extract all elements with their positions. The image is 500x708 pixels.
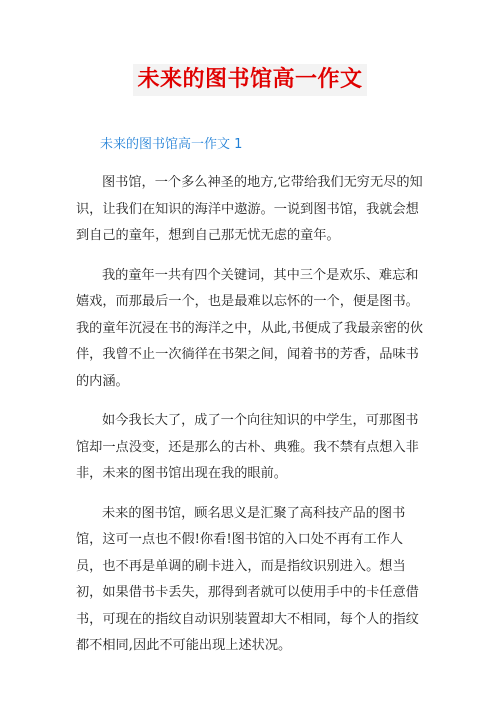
title-container xyxy=(0,64,500,96)
paragraph-text: 我的童年一共有四个关键词，其中三个是欢乐、难忘和嬉戏，而那最后一个，也是最难以忘怀的一个，便是图书。我的童年沉浸在书的海洋之中，从此,书便成了我最亲密的伙伴，我曾不止一次徜徉在书架之间，闻着书的芳香，品味书的内涵。 xyxy=(76,267,424,389)
section-heading: 未来的图书馆高一作文 1 xyxy=(100,137,243,152)
paragraph-3 xyxy=(76,408,426,488)
essay-body xyxy=(76,170,426,673)
paragraph-text: 如今我长大了，成了一个向往知识的中学生，可那图书馆却一点没变，还是那么的古朴、典雅。我不禁有点想入非非，未来的图书馆出现在我的眼前。 xyxy=(76,413,419,481)
paragraph-4 xyxy=(76,501,426,660)
paragraph-2 xyxy=(76,263,426,396)
paragraph-text: 图书馆，一个多么神圣的地方,它带给我们无穷无尽的知识，让我们在知识的海洋中遨游。一说到图书馆，我就会想到自己的童年，想到自己那无忧无虑的童年。 xyxy=(76,175,423,243)
page-title: 未来的图书馆高一作文 xyxy=(133,64,366,96)
paragraph-1 xyxy=(76,170,426,250)
paragraph-text: 未来的图书馆，顾名思义是汇聚了高科技产品的图书馆，这可一点也不假!你看!图书馆的入口处不再有工作人员，也不再是单调的刷卡进入，而是指纹识别进入。想当初，如果借书卡丢失，那得到者就可以使用手中的卡任意借书，可现在的指纹自动识别装置却大不相同，每个人的指纹都不相同,因此不可能出现上述状况。 xyxy=(76,505,419,653)
